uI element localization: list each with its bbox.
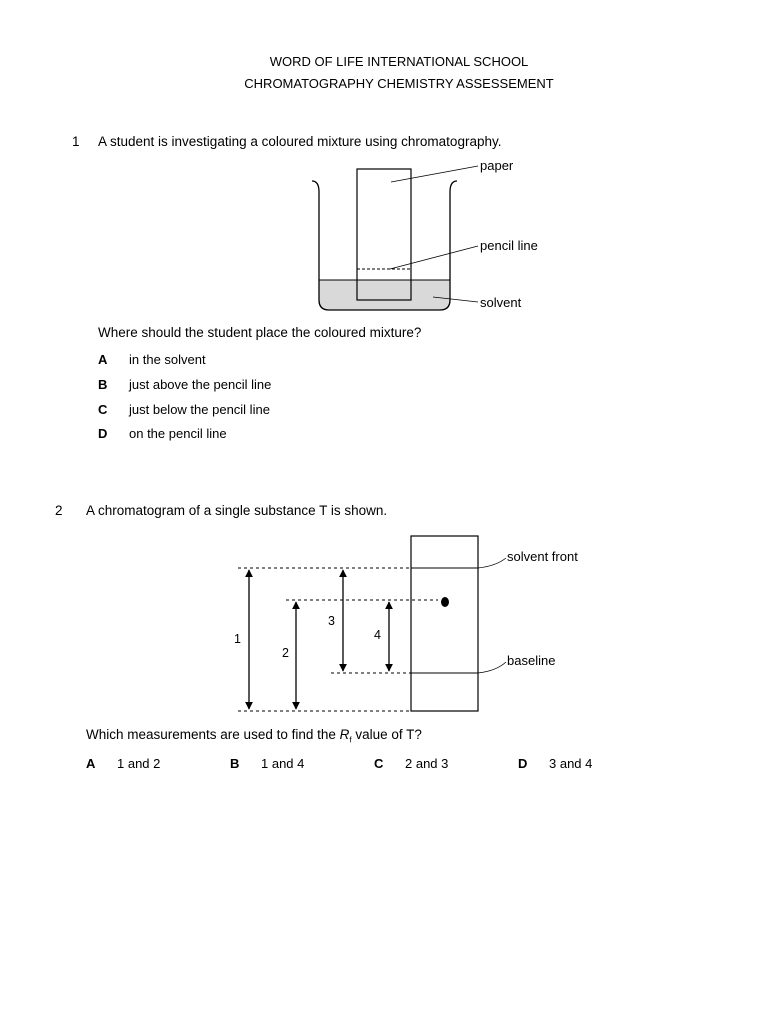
measure-3-label: 3: [328, 614, 335, 628]
q2-question: [86, 728, 422, 745]
q2-option-b-letter: B: [230, 756, 240, 771]
label-solvent: solvent: [480, 295, 522, 310]
q2-option-c-letter: C: [374, 756, 384, 771]
label-paper: paper: [480, 158, 514, 173]
measure-1-label: 1: [234, 632, 241, 646]
substance-t-spot: [441, 597, 449, 607]
q1-option-b-text[interactable]: just above the pencil line: [129, 377, 272, 392]
q1-option-d-text[interactable]: on the pencil line: [129, 426, 227, 441]
q2-option-a-letter: A: [86, 756, 96, 771]
q2-option-d-letter: D: [518, 756, 528, 771]
q2-option-c-text[interactable]: 2 and 3: [405, 756, 449, 771]
school-name: WORD OF LIFE INTERNATIONAL SCHOOL: [269, 54, 529, 69]
q1-option-a-letter: A: [98, 352, 108, 367]
measure-2-label: 2: [282, 646, 289, 660]
q2-number: 2: [55, 503, 63, 518]
baseline-leader: [478, 662, 506, 673]
q2-question-sub: f: [349, 735, 352, 745]
q1-option-d-letter: D: [98, 426, 108, 441]
q1-option-c-text[interactable]: just below the pencil line: [129, 402, 270, 417]
q1-option-c-letter: C: [98, 402, 108, 417]
measure-4-label: 4: [374, 628, 381, 642]
label-baseline: baseline: [507, 653, 556, 668]
solvent-front-leader: [478, 558, 506, 568]
q1-text: A student is investigating a coloured mixture using chromatography.: [98, 134, 502, 149]
label-solvent-front: solvent front: [507, 549, 578, 564]
q2-option-b-text[interactable]: 1 and 4: [261, 756, 305, 771]
q2-text: A chromatogram of a single substance T is shown.: [86, 503, 388, 518]
q2-question-after: value of T?: [351, 727, 422, 742]
q1-number: 1: [72, 134, 80, 149]
q1-option-b-letter: B: [98, 377, 108, 392]
q2-question-before: Which measurements are used to find the: [86, 727, 340, 742]
label-pencil-line: pencil line: [480, 238, 538, 253]
q2-option-d-text[interactable]: 3 and 4: [549, 756, 593, 771]
assessment-title: CHROMATOGRAPHY CHEMISTRY ASSESSEMENT: [244, 76, 554, 91]
q1-option-a-text[interactable]: in the solvent: [129, 352, 206, 367]
chromatogram-paper: [411, 536, 478, 711]
q1-question: Where should the student place the coloured mixture?: [98, 325, 422, 340]
q2-option-a-text[interactable]: 1 and 2: [117, 756, 161, 771]
q2-question-r: R: [339, 727, 350, 742]
